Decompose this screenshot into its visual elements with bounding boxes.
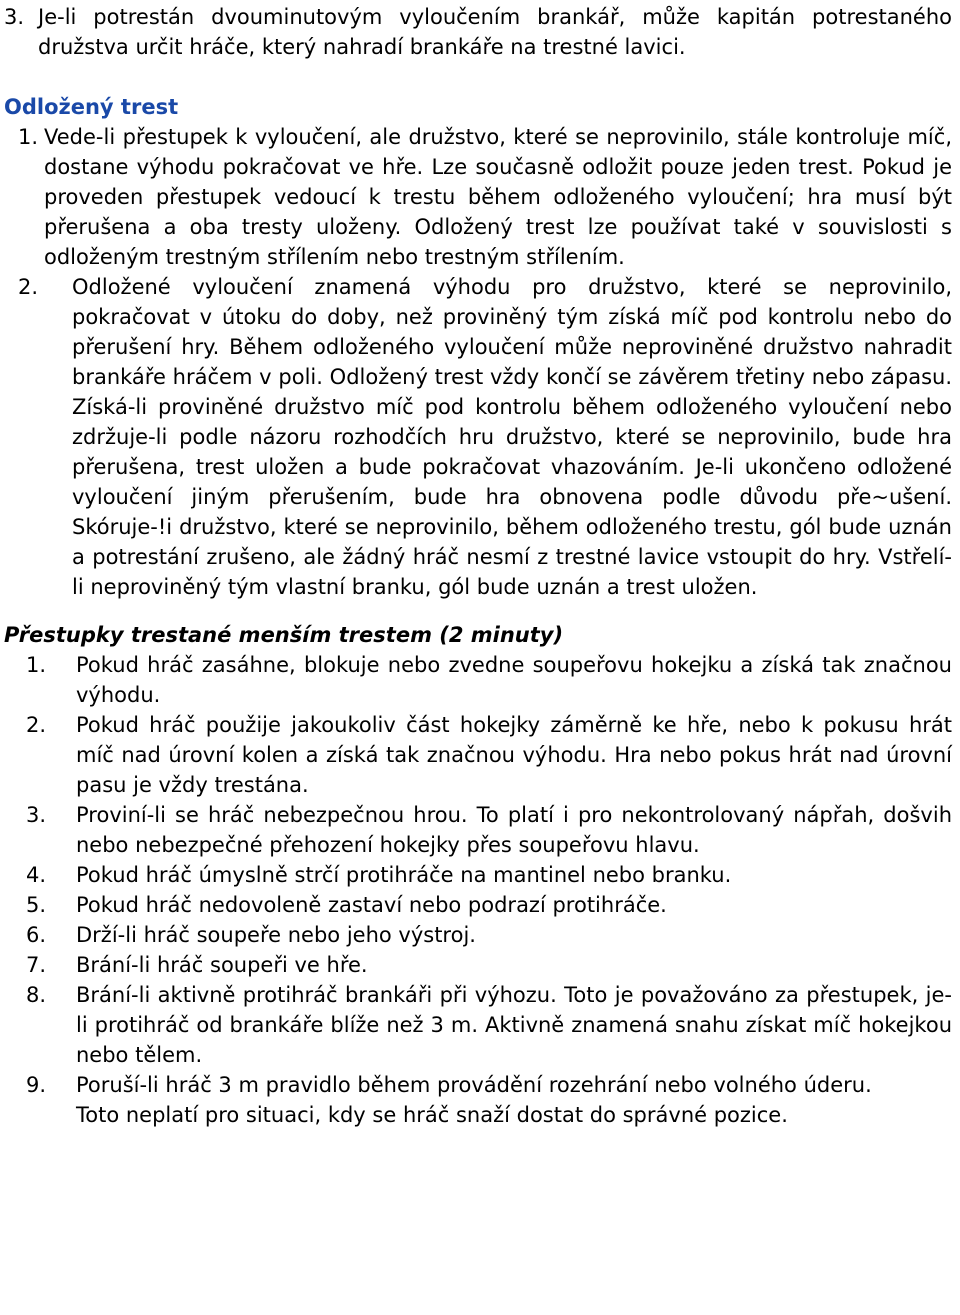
- item-number: 2.: [17, 275, 38, 299]
- list-item: [0, 920, 960, 950]
- item-number: 2.: [26, 713, 47, 737]
- item-text: Drží-li hráč soupeře nebo jeho výstroj.: [76, 923, 476, 947]
- item-text: Pokud hráč použije jakoukoliv část hokejky záměrně ke hře, nebo k pokusu hrát míč nad úrovní kolen a získá tak značnou výhodu. Hra nebo pokus hrát nad úrovní pasu je vždy trestána.: [76, 713, 952, 797]
- list-item: [0, 980, 960, 1070]
- section-heading-minor: Přestupky trestané menším trestem (2 minuty): [4, 623, 564, 647]
- list-tail-note: Toto neplatí pro situaci, kdy se hráč snaží dostat do správné pozice.: [76, 1103, 788, 1127]
- list-item: [0, 950, 960, 980]
- item-text: Pokud hráč nedovoleně zastaví nebo podrazí protihráče.: [76, 893, 667, 917]
- item-text: Pokud hráč zasáhne, blokuje nebo zvedne soupeřovu hokejku a získá tak značnou výhodu.: [76, 653, 952, 707]
- item-number: 3.: [4, 5, 25, 29]
- item-number: 1.: [17, 125, 38, 149]
- item-text: Je-li potrestán dvouminutovým vyloučením brankář, může kapitán potrestaného družstva určit hráče, který nahradí brankáře na trestné lavici.: [38, 5, 952, 59]
- item-text: Brání-li hráč soupeři ve hře.: [76, 953, 368, 977]
- item-number: 9.: [26, 1073, 47, 1097]
- rule-item: [0, 272, 960, 602]
- item-number: 5.: [26, 893, 47, 917]
- item-text: Vede-li přestupek k vyloučení, ale družstvo, které se neprovinilo, stále kontroluje míč, dostane výhodu pokračovat ve hře. Lze současně odložit pouze jeden trest. Pokud je proveden přestupek vedoucí k trestu během odloženého vyloučení; hra musí být přerušena a oba tresty uloženy. Odložený trest lze používat také v souvislosti s odloženým trestným střílením nebo trestným střílením.: [44, 125, 952, 269]
- item-number: 6.: [26, 923, 47, 947]
- list-item: [0, 890, 960, 920]
- list-item: [0, 650, 960, 710]
- list-item: [0, 1070, 960, 1100]
- item-text: Poruší-li hráč 3 m pravidlo během provádění rozehrání nebo volného úderu.: [76, 1073, 872, 1097]
- rule-item: [0, 2, 960, 62]
- item-text: Proviní-li se hráč nebezpečnou hrou. To platí i pro nekontrolovaný nápřah, došvih nebo nebezpečné přehození hokejky přes soupeřovu hlavu.: [76, 803, 952, 857]
- rule-item: [0, 122, 960, 272]
- item-number: 1.: [26, 653, 47, 677]
- section-heading-deferred: Odložený trest: [4, 95, 179, 119]
- list-item: [0, 800, 960, 860]
- item-number: 7.: [26, 953, 47, 977]
- item-number: 4.: [26, 863, 47, 887]
- item-text: Brání-li aktivně protihráč brankáři při výhozu. Toto je považováno za přestupek, je-li protihráč od brankáře blíže než 3 m. Aktivně znamená snahu získat míč hokejkou nebo tělem.: [76, 983, 952, 1067]
- item-number: 8.: [26, 983, 47, 1007]
- item-text: Odložené vyloučení znamená výhodu pro družstvo, které se neprovinilo, pokračovat v útoku do doby, než proviněný tým získá míč pod kontrolu nebo do přerušení hry. Během odloženého vyloučení může neproviněné družstvo nahradit brankáře hráčem v poli. Odložený trest vždy končí se závěrem třetiny nebo zápasu. Získá-li proviněné družstvo míč pod kontrolu během odloženého vyloučení nebo zdržuje-li podle názoru rozhodčích hru družstvo, které se neprovinilo, bude hra přerušena, trest uložen a bude pokračovat vhazováním. Je-li ukončeno odložené vyloučení jiným přerušením, bude hra obnovena podle důvodu pře~ušení. Skóruje-!i družstvo, které se neprovinilo, během odloženého trestu, gól bude uznán a potrestání zrušeno, ale žádný hráč nesmí z trestné lavice vstoupit do hry. Vstřelí-li neproviněný tým vlastní branku, gól bude uznán a trest uložen.: [72, 275, 952, 599]
- list-item: [0, 860, 960, 890]
- list-item: [0, 710, 960, 800]
- item-text: Pokud hráč úmyslně strčí protihráče na mantinel nebo branku.: [76, 863, 732, 887]
- item-number: 3.: [26, 803, 47, 827]
